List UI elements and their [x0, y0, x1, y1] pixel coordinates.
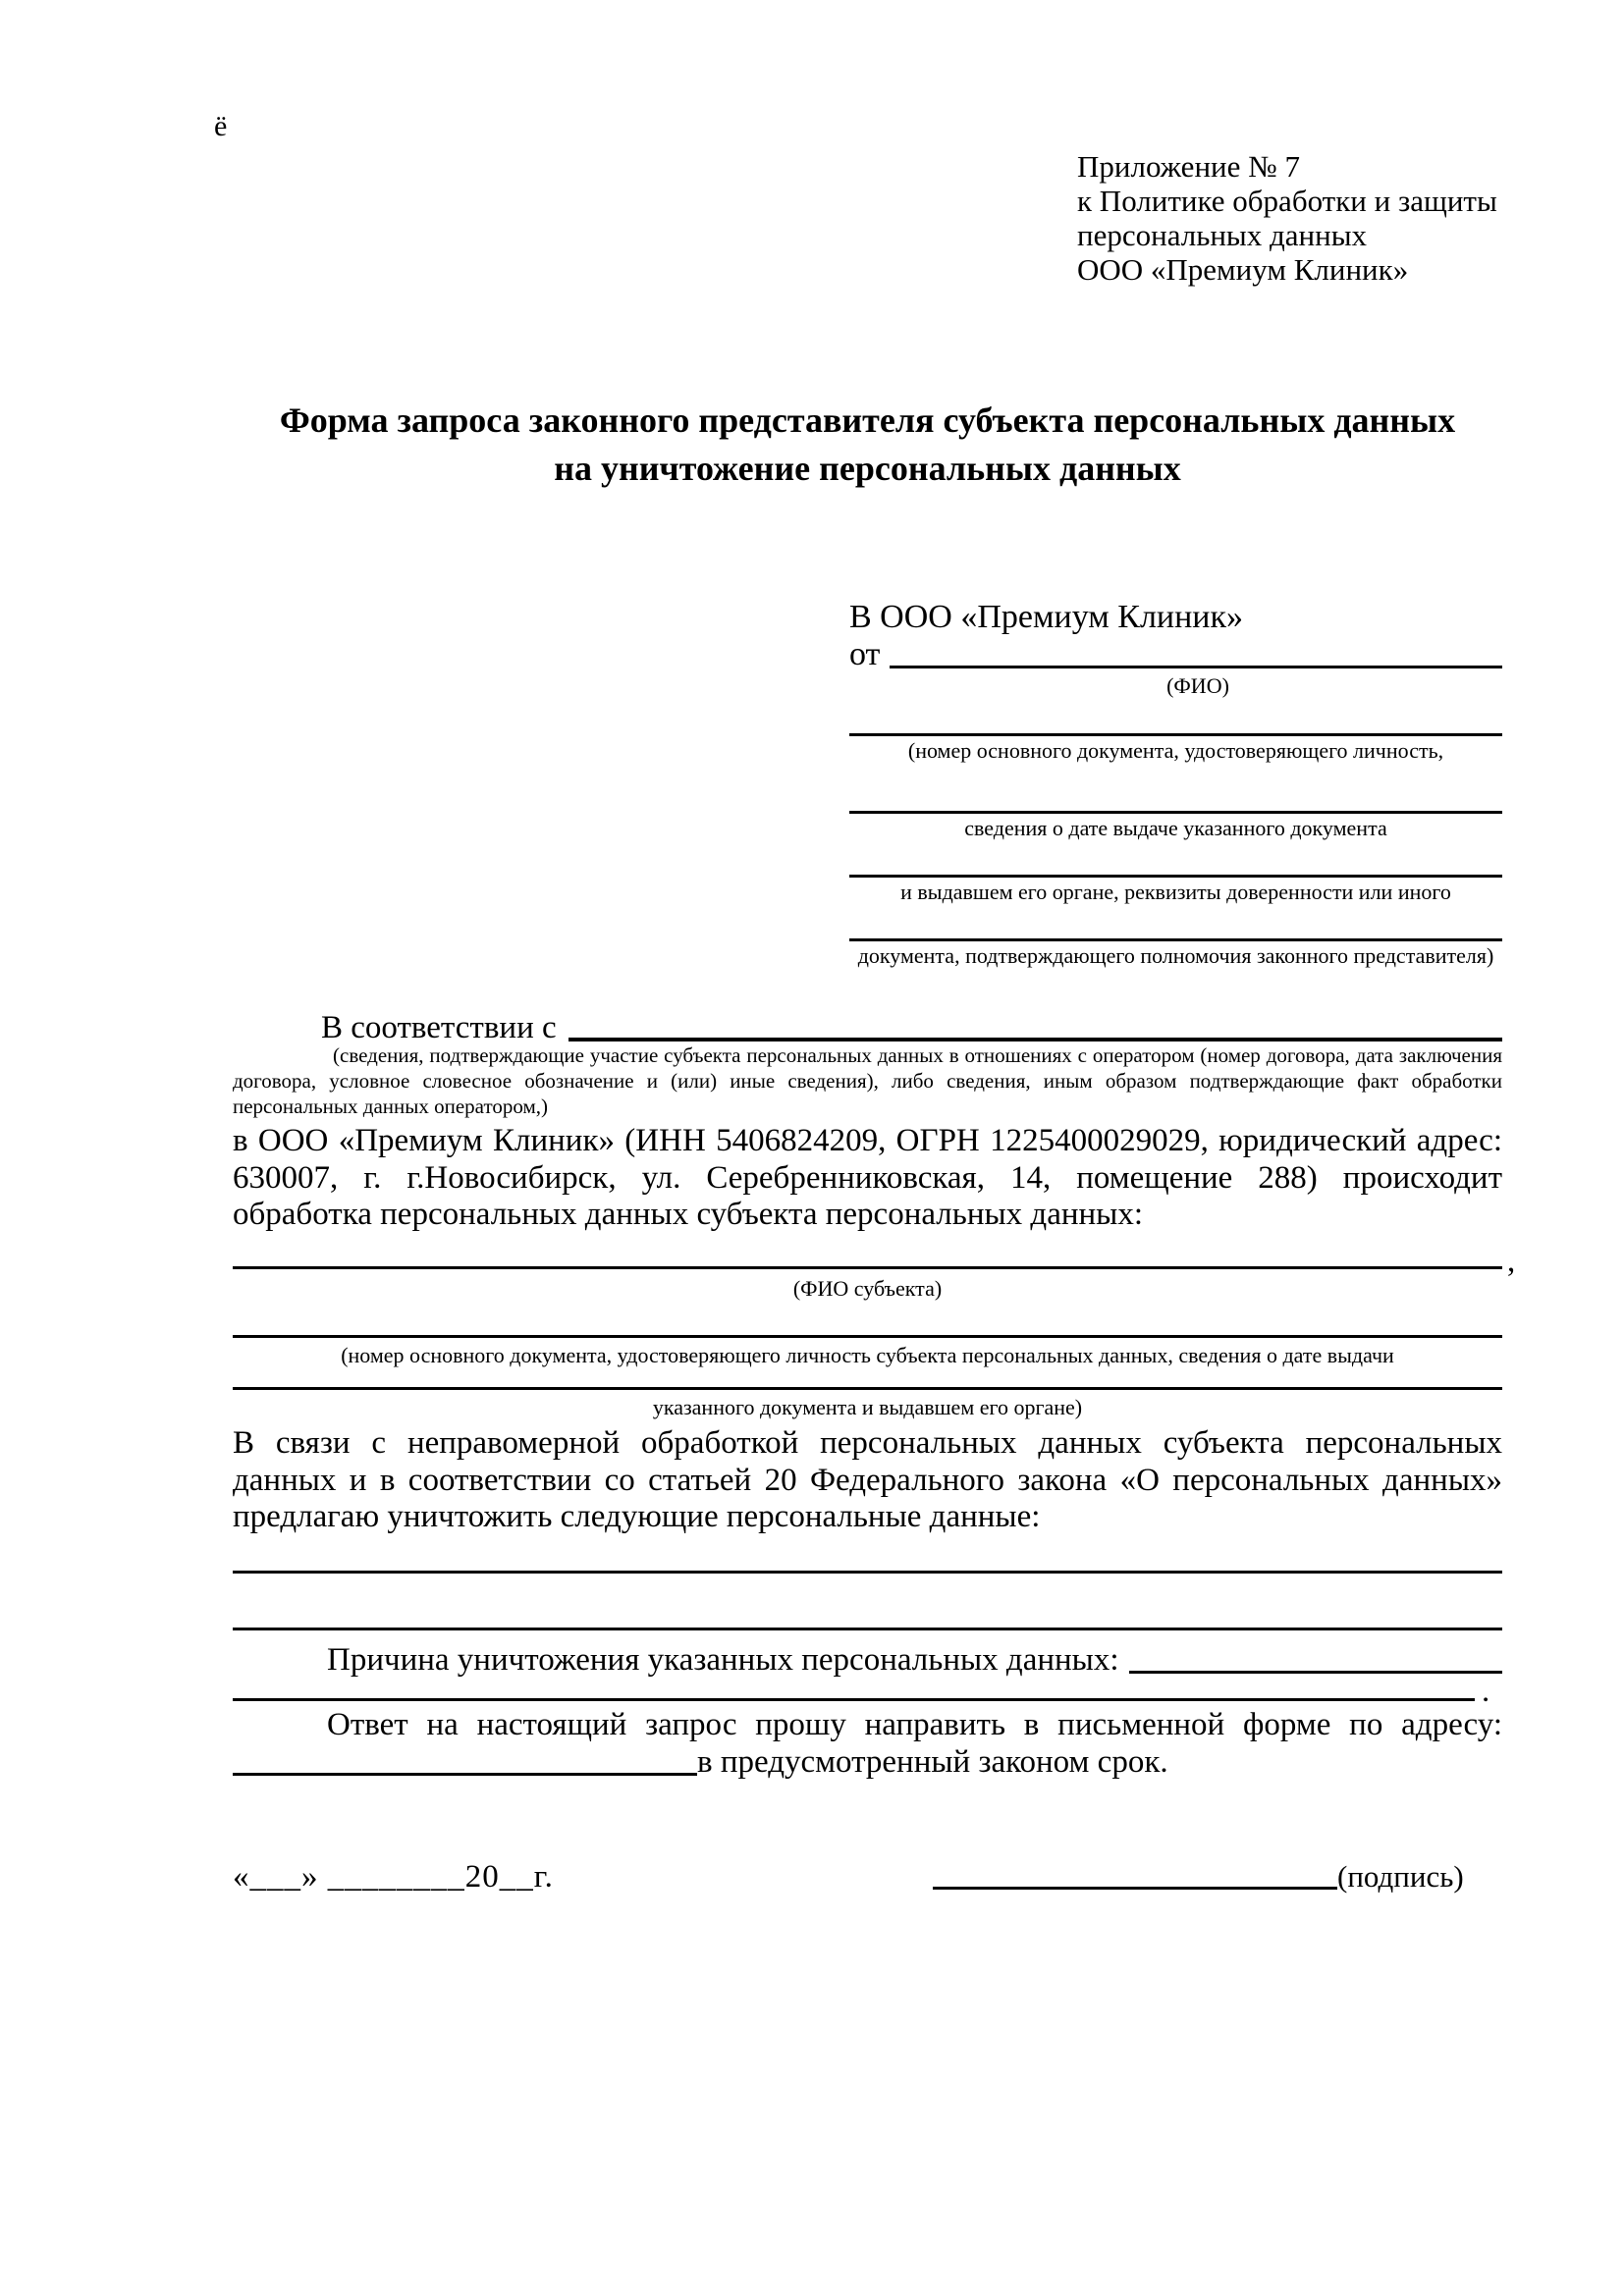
operator-paragraph: в ООО «Премиум Клиник» (ИНН 5406824209, ОГРН 1225400029029, юридический адрес: 630007, г. г.Новосибирск, ул. Серебренниковская, 14, помещение 288) происходит обработка персональных данных субъекта персональных данных:	[233, 1123, 1502, 1232]
document-caption-2: сведения о дате выдаче указанного документа	[964, 816, 1387, 840]
subject-fio-caption: (ФИО субъекта)	[792, 1276, 943, 1301]
subject-document-caption-1: (номер основного документа, удостоверяющего личность субъекта персональных данных, сведения о дате выдачи	[341, 1343, 1394, 1367]
issue-date-fill-line	[849, 811, 1502, 814]
accordance-fill-line	[568, 1038, 1502, 1041]
document-caption-1: (номер основного документа, удостоверяющего личность,	[907, 738, 1444, 763]
reply-address-row	[233, 1743, 1502, 1781]
subject-document-fill-line	[233, 1335, 1502, 1338]
appendix-line: к Политике обработки и защиты	[1077, 184, 1497, 218]
form-title-line-2: на уничтожение персональных данных	[554, 449, 1181, 488]
period-mark: .	[1482, 1674, 1490, 1709]
signature-fill-line	[933, 1887, 1337, 1890]
from-row	[849, 636, 1502, 673]
subject-issuing-authority-fill-line	[233, 1387, 1502, 1390]
appendix-line: ООО «Премиум Клиник»	[1077, 252, 1409, 287]
data-to-destroy-fill-line-2	[233, 1628, 1502, 1630]
comma-mark: ,	[1507, 1244, 1516, 1279]
destruction-reason-fill-line-2	[233, 1698, 1475, 1701]
stray-character: ё	[214, 110, 228, 142]
document-caption-4: документа, подтверждающего полномочия законного представителя)	[857, 943, 1494, 968]
from-label: от	[849, 636, 881, 672]
destruction-reason-fill-line	[1129, 1671, 1502, 1674]
authority-document-fill-line	[849, 938, 1502, 941]
signature-block	[933, 1858, 1464, 1896]
accordance-lead: В соответствии с	[321, 1010, 557, 1045]
fio-caption: (ФИО)	[1166, 673, 1229, 698]
accordance-note: (сведения, подтверждающие участие субъекта персональных данных в отношениях с оператором (номер договора, дата заключения договора, условное словесное обозначение и (или) иные сведения), либо сведения, иным образом подтверждающие факт обработки персональных данных оператором,)	[233, 1043, 1502, 1118]
document-content	[233, 0, 1516, 2296]
date-line: «___» ________20__г.	[233, 1859, 554, 1895]
addressee-org: В ООО «Премиум Клиник»	[849, 599, 1244, 635]
accordance-row	[233, 1009, 1502, 1046]
form-title-line-1: Форма запроса законного представителя субъекта персональных данных	[279, 400, 1456, 440]
subject-document-caption-2: указанного документа и выдавшем его органе)	[652, 1395, 1083, 1419]
appendix-line: персональных данных	[1077, 218, 1368, 252]
form-title	[233, 397, 1502, 493]
reply-address-fill-line	[233, 1773, 697, 1776]
destruction-reason-row	[233, 1641, 1502, 1679]
destruction-reason-lead: Причина уничтожения указанных персональных данных:	[327, 1642, 1119, 1678]
addressee-block	[849, 599, 1502, 969]
reply-tail: в предусмотренный законом срок.	[697, 1744, 1168, 1780]
document-number-fill-line	[849, 733, 1502, 736]
representative-fio-fill-line	[890, 666, 1502, 668]
unlawful-processing-paragraph: В связи с неправомерной обработкой персональных данных субъекта персональных данных и в соответствии со статьей 20 Федерального закона «О персональных данных» предлагаю уничтожить следующие персональные данные:	[233, 1425, 1502, 1534]
reply-request-line: Ответ на настоящий запрос прошу направить в письменной форме по адресу:	[327, 1707, 1502, 1742]
subject-fio-fill-line	[233, 1266, 1502, 1269]
appendix-block	[1077, 149, 1497, 287]
document-caption-3: и выдавшем его органе, реквизиты доверенности или иного	[900, 880, 1451, 904]
appendix-line: Приложение № 7	[1077, 149, 1300, 184]
issuing-authority-fill-line	[849, 875, 1502, 878]
signature-caption: (подпись)	[1337, 1859, 1464, 1894]
data-to-destroy-fill-line-1	[233, 1571, 1502, 1574]
